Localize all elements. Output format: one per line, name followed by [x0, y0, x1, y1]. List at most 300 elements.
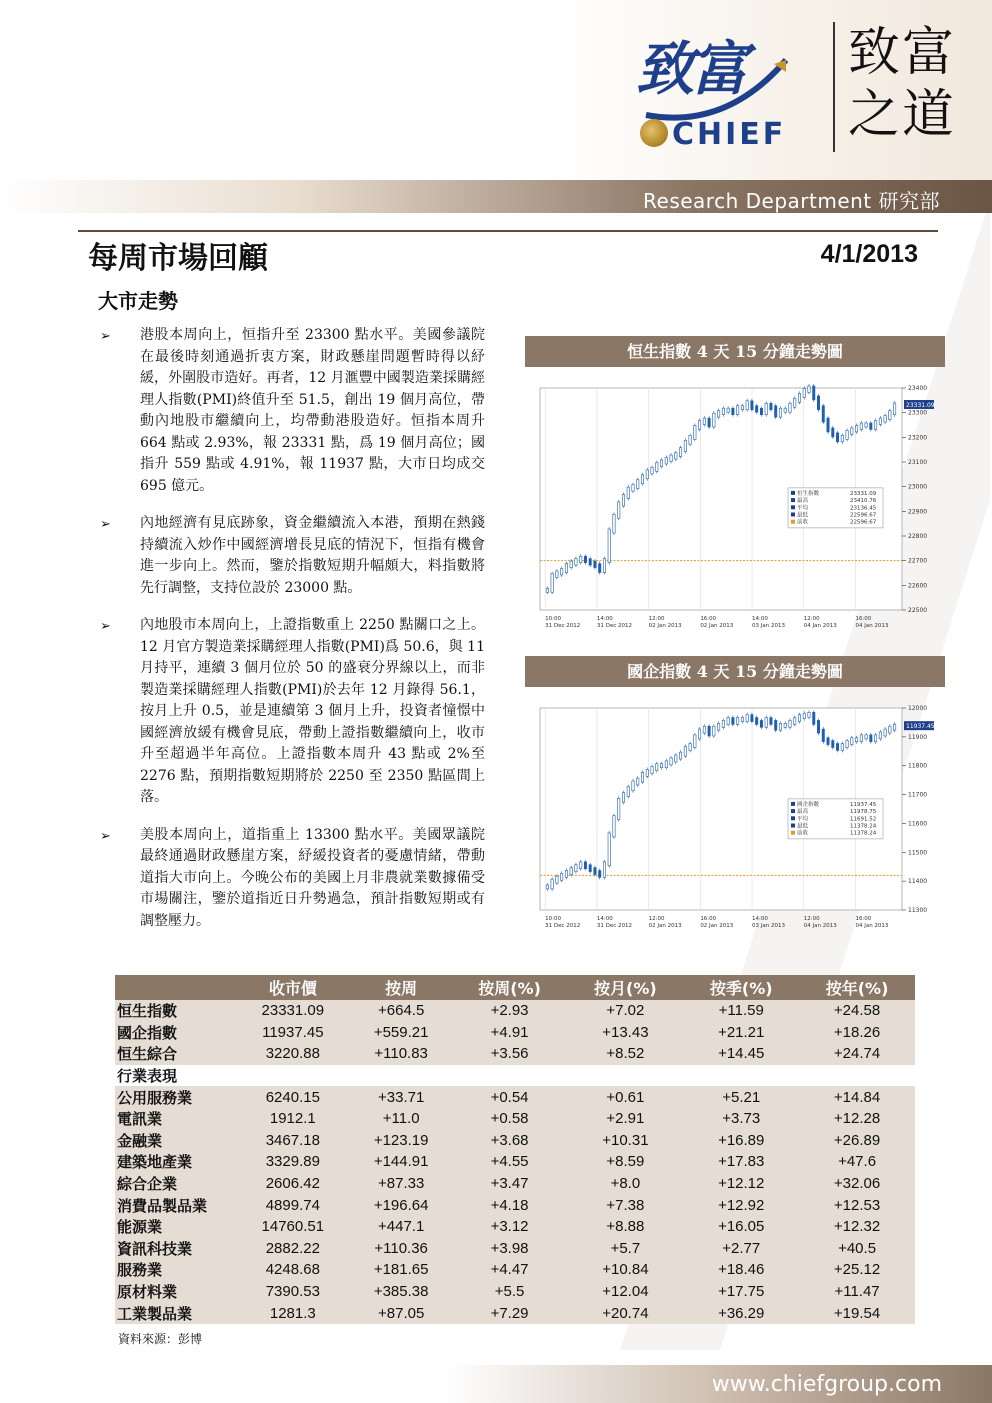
candle [770, 403, 772, 409]
department-label: Research Department 研究部 [643, 189, 940, 213]
table-row [115, 1065, 915, 1087]
candle [594, 561, 596, 567]
table-cell: 6240.15 [235, 1086, 351, 1108]
row-label: 資訊科技業 [115, 1238, 235, 1260]
bullet-text: 美股本周向上，道指重上 13300 點水平。美國眾議院最終通過財政懸崖方案，紓緩投資者的憂慮情緒，帶動道指大市向上。今晚公布的美國上月非農就業數據備受市場關注，鑒於道指近日升勢過急，預計指數短期或有調整壓力。 [140, 826, 485, 929]
table-cell: +24.74 [799, 1043, 915, 1065]
table-cell: +8.52 [567, 1043, 683, 1065]
candle [832, 741, 834, 748]
bullet-item [100, 325, 485, 497]
table-cell: +18.26 [799, 1022, 915, 1044]
table-cell: +4.55 [452, 1151, 568, 1173]
candle [736, 718, 738, 725]
x-tick-label: 02 Jan 2013 [700, 623, 734, 629]
candle [613, 816, 615, 837]
candle [684, 440, 686, 451]
table-row [115, 1108, 915, 1130]
y-tick-label: 22900 [908, 508, 928, 516]
candle [665, 458, 667, 464]
legend-value: 11378.24 [850, 823, 877, 830]
x-tick-label: 14:00 [752, 616, 768, 622]
table-cell: 3220.88 [235, 1043, 351, 1065]
candle [832, 428, 834, 437]
y-tick-label: 23100 [908, 459, 928, 466]
table-header-cell: 按季(%) [683, 975, 799, 1000]
y-tick-label: 22700 [908, 557, 928, 565]
table-cell: +5.21 [683, 1086, 799, 1108]
y-tick-label: 11700 [908, 791, 928, 799]
candle [760, 408, 762, 414]
header-background [0, 0, 992, 180]
x-tick-label: 02 Jan 2013 [648, 923, 682, 929]
table-cell [683, 1065, 799, 1087]
candle [755, 406, 757, 412]
candle [775, 406, 777, 417]
table-cell: 4899.74 [235, 1194, 351, 1216]
coin-icon [640, 119, 668, 147]
arrow-bullet-icon: ➢ [100, 329, 111, 344]
table-cell: +196.64 [351, 1194, 452, 1216]
candle [879, 418, 881, 424]
table-cell: +17.75 [683, 1281, 799, 1303]
candle [732, 408, 734, 414]
table-cell: +11.47 [799, 1281, 915, 1303]
table-row [115, 1151, 915, 1173]
row-label: 電訊業 [115, 1108, 235, 1130]
legend-label: 最低 [797, 823, 809, 830]
candle [722, 408, 724, 414]
legend-value: 11378.24 [850, 830, 877, 837]
candle [675, 453, 677, 459]
x-tick-label: 03 Jan 2013 [752, 923, 786, 929]
row-label: 公用服務業 [115, 1086, 235, 1108]
hsi-chart [530, 380, 940, 640]
candle [860, 735, 862, 742]
table-cell: +7.38 [567, 1194, 683, 1216]
table-cell: +8.0 [567, 1173, 683, 1195]
table-row [115, 1238, 915, 1260]
bullet-text: 港股本周向上，恒指升至 23300 點水平。美國參議院在最後時刻通過折衷方案，財政懸崖問題暫時得以紓緩，外圍股市造好。再者，12 月滙豐中國製造業採購經理人指數(PMI)終值升至 51.5，創出 19 個月高位，帶動內地股市繼續向上，均帶動港股造好。恒指本周升 664 點或 2.93%，報 23331 點，爲 19 個月高位；國指升 559 點或 4.91%，報 11937 點，大市日均成交 695 億元。 [140, 327, 485, 494]
table-cell: +19.54 [799, 1302, 915, 1324]
y-tick-label: 11300 [908, 907, 928, 914]
candle [698, 729, 700, 739]
bullet-text: 內地經濟有見底跡象，資金繼續流入本港，預期在熱錢持續流入炒作中國經濟增長見底的情況下，恒指有機會進一步向上。然而，鑒於指數短期升幅頗大，料指數將先行調整，支持位設於 23000 點。 [140, 515, 485, 596]
candle [589, 865, 591, 872]
table-cell [567, 1065, 683, 1087]
x-tick-label: 10:00 [545, 616, 562, 622]
candle [656, 764, 658, 771]
candle [727, 408, 729, 412]
candle [789, 403, 791, 412]
table-cell: 7390.53 [235, 1281, 351, 1303]
x-tick-label: 31 Dec 2012 [545, 923, 581, 929]
arrow-bullet-icon: ➢ [100, 619, 111, 634]
x-tick-label: 16:00 [700, 916, 717, 922]
candle [717, 411, 719, 417]
candle [637, 778, 639, 785]
legend-value: 11978.75 [850, 809, 877, 816]
table-cell: +40.5 [799, 1238, 915, 1260]
y-tick-label: 11800 [908, 762, 928, 770]
candle [584, 862, 586, 869]
legend-swatch [791, 491, 795, 495]
candle [813, 386, 815, 400]
candle [713, 413, 715, 427]
table-cell: +4.18 [452, 1194, 568, 1216]
candle [689, 744, 691, 751]
table-cell: +18.46 [683, 1259, 799, 1281]
table-cell [799, 1065, 915, 1087]
x-tick-label: 16:00 [700, 616, 717, 622]
table-cell: +13.43 [567, 1022, 683, 1044]
table-cell: +3.68 [452, 1130, 568, 1152]
arrow-bullet-icon: ➢ [100, 828, 111, 844]
candle [556, 571, 558, 577]
candle [798, 715, 800, 722]
x-tick-label: 31 Dec 2012 [545, 623, 581, 629]
legend-value: 23410.76 [850, 498, 877, 505]
candle [841, 744, 843, 751]
table-header-cell [115, 975, 235, 1000]
logo-chinese: 致富 [636, 35, 745, 103]
table-cell: +47.6 [799, 1151, 915, 1173]
table-cell: 14760.51 [235, 1216, 351, 1238]
y-tick-label: 23300 [908, 409, 928, 417]
candle [551, 573, 553, 592]
candle [679, 448, 681, 457]
candle [722, 720, 724, 727]
candle [784, 723, 786, 727]
x-tick-label: 04 Jan 2013 [855, 923, 889, 929]
legend-swatch [791, 831, 795, 835]
table-cell: +2.93 [452, 1000, 568, 1022]
table-cell: +16.89 [683, 1130, 799, 1152]
row-label: 原材料業 [115, 1281, 235, 1303]
candle [846, 741, 848, 748]
candle [874, 735, 876, 742]
candle [798, 393, 800, 402]
x-tick-label: 02 Jan 2013 [700, 923, 734, 929]
bullet-item [100, 615, 485, 809]
row-label: 恒生指數 [115, 1000, 235, 1022]
table-header-row [115, 975, 915, 1000]
candle [618, 798, 620, 819]
candle [765, 403, 767, 414]
logo-divider [833, 22, 835, 152]
candle [608, 833, 610, 866]
bullet-text: 內地股市本周向上，上證指數重上 2250 點關口之上。12 月官方製造業採購經理人指數(PMI)爲 50.6，與 11 月持平，連續 3 個月位於 50 的盛衰分界線以上，而非製造業採購經理人指數(PMI)於去年 12 月錄得 56.1，按月上升 0.5，並是連續第 3 個月上升，投資者憧憬中國經濟放緩有機會見底，帶動上證指數繼續向上，收市升至超過半年高位。上證指數本周升 43 點或 2%至 2276 點，預期指數短期將於 2250 至 2350 點區間上落。 [140, 617, 485, 805]
table-cell: 3329.89 [235, 1151, 351, 1173]
table-cell: 4248.68 [235, 1259, 351, 1281]
candle [874, 421, 876, 430]
logo-english [640, 117, 786, 152]
candle [579, 862, 581, 869]
bullet-item [100, 513, 485, 599]
table-cell: +110.36 [351, 1238, 452, 1260]
candle [808, 712, 810, 717]
legend-value: 23136.45 [850, 505, 877, 512]
x-tick-label: 14:00 [596, 616, 613, 622]
table-row [115, 1216, 915, 1238]
row-label: 消費品製品業 [115, 1194, 235, 1216]
candle [893, 403, 895, 415]
candle [855, 425, 857, 431]
x-tick-label: 12:00 [648, 616, 665, 622]
candle [889, 411, 891, 420]
x-tick-label: 14:00 [596, 916, 613, 922]
candle [889, 726, 891, 733]
legend-label: 平均 [797, 505, 809, 512]
candle [827, 738, 829, 745]
candle [851, 738, 853, 745]
report-date: 4/1/2013 [820, 240, 918, 268]
candle [817, 720, 819, 733]
row-label: 建築地產業 [115, 1151, 235, 1173]
y-tick-label: 11600 [908, 820, 928, 828]
candle [575, 865, 577, 872]
legend-value: 23331.09 [850, 490, 877, 497]
candle [865, 423, 867, 427]
table-cell: +3.47 [452, 1173, 568, 1195]
candle [599, 870, 601, 877]
table-cell: +17.83 [683, 1151, 799, 1173]
table-cell: +3.98 [452, 1238, 568, 1260]
y-tick-label: 11400 [908, 878, 928, 886]
candle [794, 398, 796, 407]
x-tick-label: 16:00 [855, 616, 872, 622]
candle [855, 738, 857, 742]
table-cell: +0.58 [452, 1108, 568, 1130]
legend-swatch [791, 498, 795, 502]
x-tick-label: 04 Jan 2013 [803, 623, 837, 629]
table-cell: +87.33 [351, 1173, 452, 1195]
candle [656, 462, 658, 471]
table-cell: +123.19 [351, 1130, 452, 1152]
legend-swatch [791, 505, 795, 509]
title-rule [78, 230, 938, 232]
x-tick-label: 12:00 [803, 616, 820, 622]
table-cell: +3.56 [452, 1043, 568, 1065]
candle [741, 406, 743, 410]
candle [870, 735, 872, 742]
row-label: 綜合企業 [115, 1173, 235, 1195]
table-header-cell: 收市價 [235, 975, 351, 1000]
legend-swatch [791, 802, 795, 806]
y-tick-label: 22800 [908, 533, 928, 540]
table-cell: 2606.42 [235, 1173, 351, 1195]
table-cell: +12.32 [799, 1216, 915, 1238]
legend-value: 11691.52 [850, 816, 877, 823]
candle [836, 744, 838, 751]
candle [841, 435, 843, 441]
candle [546, 885, 548, 889]
table-header-cell: 按年(%) [799, 975, 915, 1000]
candle [770, 718, 772, 725]
table-cell: +24.58 [799, 1000, 915, 1022]
table-row [115, 1302, 915, 1324]
candle [851, 428, 853, 434]
table-cell: +26.89 [799, 1130, 915, 1152]
candle [556, 876, 558, 883]
table-cell: 2882.22 [235, 1238, 351, 1260]
candle [817, 396, 819, 410]
table-row [115, 1022, 915, 1044]
candle [613, 514, 615, 533]
candle [741, 718, 743, 722]
footer-url[interactable]: www.chiefgroup.com [711, 1372, 942, 1397]
table-cell: +2.91 [567, 1108, 683, 1130]
table-cell [452, 1065, 568, 1087]
table-cell: +12.92 [683, 1194, 799, 1216]
section-heading: 大市走勢 [98, 289, 178, 313]
table-cell: +20.74 [567, 1302, 683, 1324]
table-cell [235, 1065, 351, 1087]
table-row [115, 1173, 915, 1195]
table-cell: +110.83 [351, 1043, 452, 1065]
y-tick-label: 11900 [908, 733, 928, 741]
table-cell: +16.05 [683, 1216, 799, 1238]
candle [670, 455, 672, 461]
candle [808, 386, 810, 392]
candle [627, 487, 629, 498]
candle [860, 423, 862, 429]
candle [560, 569, 562, 575]
table-cell: +3.12 [452, 1216, 568, 1238]
x-tick-label: 04 Jan 2013 [803, 923, 837, 929]
table-cell: +10.84 [567, 1259, 683, 1281]
table-cell: +12.04 [567, 1281, 683, 1303]
table-cell: 1912.1 [235, 1108, 351, 1130]
candle [698, 421, 700, 430]
candle [779, 723, 781, 730]
candle [608, 529, 610, 563]
candle [675, 755, 677, 762]
candle [651, 767, 653, 774]
x-tick-label: 14:00 [752, 916, 768, 922]
candle [646, 470, 648, 479]
candle [784, 408, 786, 412]
candle [760, 720, 762, 727]
legend-value: 22596.67 [850, 519, 877, 526]
candle [884, 416, 886, 422]
legend-label: 最低 [797, 512, 809, 519]
candle [622, 495, 624, 506]
table-row [115, 1194, 915, 1216]
candle [893, 724, 895, 730]
candle [779, 408, 781, 417]
table-cell: +36.29 [683, 1302, 799, 1324]
table-cell: +11.59 [683, 1000, 799, 1022]
candle [570, 868, 572, 875]
table-row [115, 1043, 915, 1065]
legend-label: 國企指數 [797, 801, 820, 808]
x-tick-label: 02 Jan 2013 [648, 623, 682, 629]
candle [694, 735, 696, 748]
candle [689, 435, 691, 444]
legend-swatch [791, 809, 795, 813]
row-label: 金融業 [115, 1130, 235, 1152]
table-cell [351, 1065, 452, 1087]
candle [651, 467, 653, 473]
table-cell: +25.12 [799, 1259, 915, 1281]
candle [755, 718, 757, 725]
data-source: 資料來源：彭博 [118, 1332, 203, 1346]
legend-swatch [791, 513, 795, 517]
table-cell: +181.65 [351, 1259, 452, 1281]
candle [813, 712, 815, 724]
row-label: 行業表現 [115, 1065, 235, 1087]
candle [803, 388, 805, 397]
candle [822, 729, 824, 742]
bullet-item [100, 825, 485, 933]
table-row [115, 1130, 915, 1152]
candle [641, 475, 643, 484]
candle [694, 425, 696, 439]
candle [865, 735, 867, 739]
legend-label: 最高 [797, 809, 809, 816]
y-tick-label: 23400 [908, 385, 928, 392]
table-cell: +2.77 [683, 1238, 799, 1260]
legend-label: 恒生指數 [797, 490, 820, 497]
candle [565, 870, 567, 877]
candle [637, 480, 639, 489]
candle [846, 430, 848, 439]
y-tick-label: 22500 [908, 607, 928, 614]
row-label: 國企指數 [115, 1022, 235, 1044]
candle [794, 718, 796, 725]
table-cell: 11937.45 [235, 1022, 351, 1044]
logo-english-text: CHIEF [672, 117, 787, 152]
candle [727, 718, 729, 725]
candle [660, 764, 662, 768]
y-tick-label: 22600 [908, 582, 928, 590]
candle [789, 720, 791, 727]
candle [822, 406, 824, 422]
arrow-bullet-icon: ➢ [100, 517, 111, 532]
legend-value: 22596.67 [850, 512, 877, 519]
table-header-cell: 按月(%) [567, 975, 683, 1000]
candle [575, 559, 577, 565]
candle [751, 401, 753, 410]
candle [713, 726, 715, 736]
slogan-line-2: 之道 [848, 85, 957, 145]
candle [670, 758, 672, 765]
table-cell: 3467.18 [235, 1130, 351, 1152]
candle [746, 715, 748, 722]
table-header-cell: 按周 [351, 975, 452, 1000]
candle [836, 433, 838, 442]
row-label: 工業製品業 [115, 1302, 235, 1324]
x-tick-label: 12:00 [648, 916, 665, 922]
candle [603, 862, 605, 878]
table-cell: +385.38 [351, 1281, 452, 1303]
table-cell: +5.5 [452, 1281, 568, 1303]
candle [546, 588, 548, 592]
last-value-label: 23331.09 [906, 402, 935, 410]
candle [641, 772, 643, 782]
table-cell: +7.29 [452, 1302, 568, 1324]
table-cell: +87.05 [351, 1302, 452, 1324]
table-cell: +7.02 [567, 1000, 683, 1022]
table-row [115, 1000, 915, 1022]
candle [665, 761, 667, 768]
hsce-chart [530, 700, 940, 940]
performance-table [115, 975, 915, 1324]
candle [627, 787, 629, 797]
table-cell: +12.53 [799, 1194, 915, 1216]
table-cell: +14.45 [683, 1043, 799, 1065]
candle [589, 559, 591, 565]
